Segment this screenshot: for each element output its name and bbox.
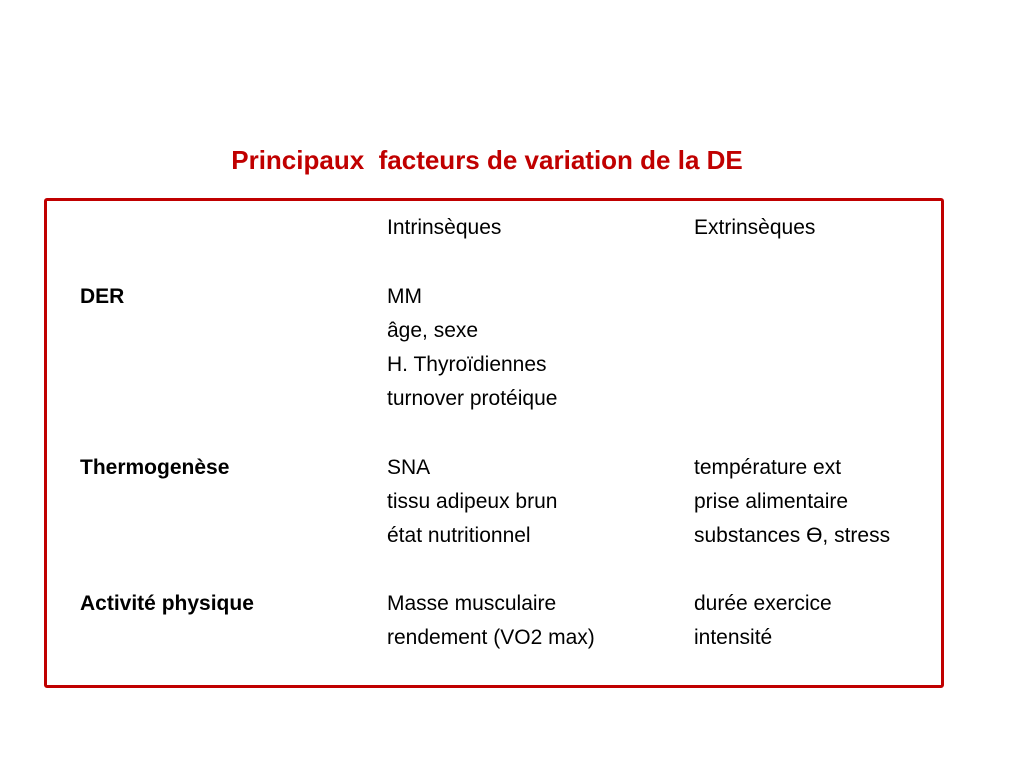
list-item: rendement (VO2 max) [387, 626, 595, 649]
intrinsic-list-thermogenese [387, 451, 557, 553]
extrinsic-list-thermogenese [694, 451, 890, 553]
list-item: âge, sexe [387, 319, 479, 342]
list-item: état nutritionnel [387, 524, 531, 547]
list-item: H. Thyroïdiennes [387, 353, 547, 376]
list-item: durée exercice [694, 592, 832, 615]
row-label-der: DER [80, 285, 125, 308]
list-item: prise alimentaire [694, 490, 849, 513]
list-item: intensité [694, 626, 773, 649]
list-item: MM [387, 285, 422, 308]
slide-title: Principaux facteurs de variation de la DE [231, 145, 743, 175]
intrinsic-list-der [387, 280, 557, 416]
column-header-intrinsic: Intrinsèques [387, 216, 502, 239]
extrinsic-list-activite-physique [694, 587, 832, 655]
list-item: substances ϴ, stress [694, 524, 891, 547]
list-item: turnover protéique [387, 387, 558, 410]
intrinsic-list-activite-physique [387, 587, 595, 655]
list-item: tissu adipeux brun [387, 490, 558, 513]
list-item: SNA [387, 456, 431, 479]
row-label-activite-physique: Activité physique [80, 592, 254, 615]
list-item: Masse musculaire [387, 592, 557, 615]
column-header-extrinsic: Extrinsèques [694, 216, 816, 239]
row-label-thermogenese: Thermogenèse [80, 456, 230, 479]
list-item: température ext [694, 456, 842, 479]
